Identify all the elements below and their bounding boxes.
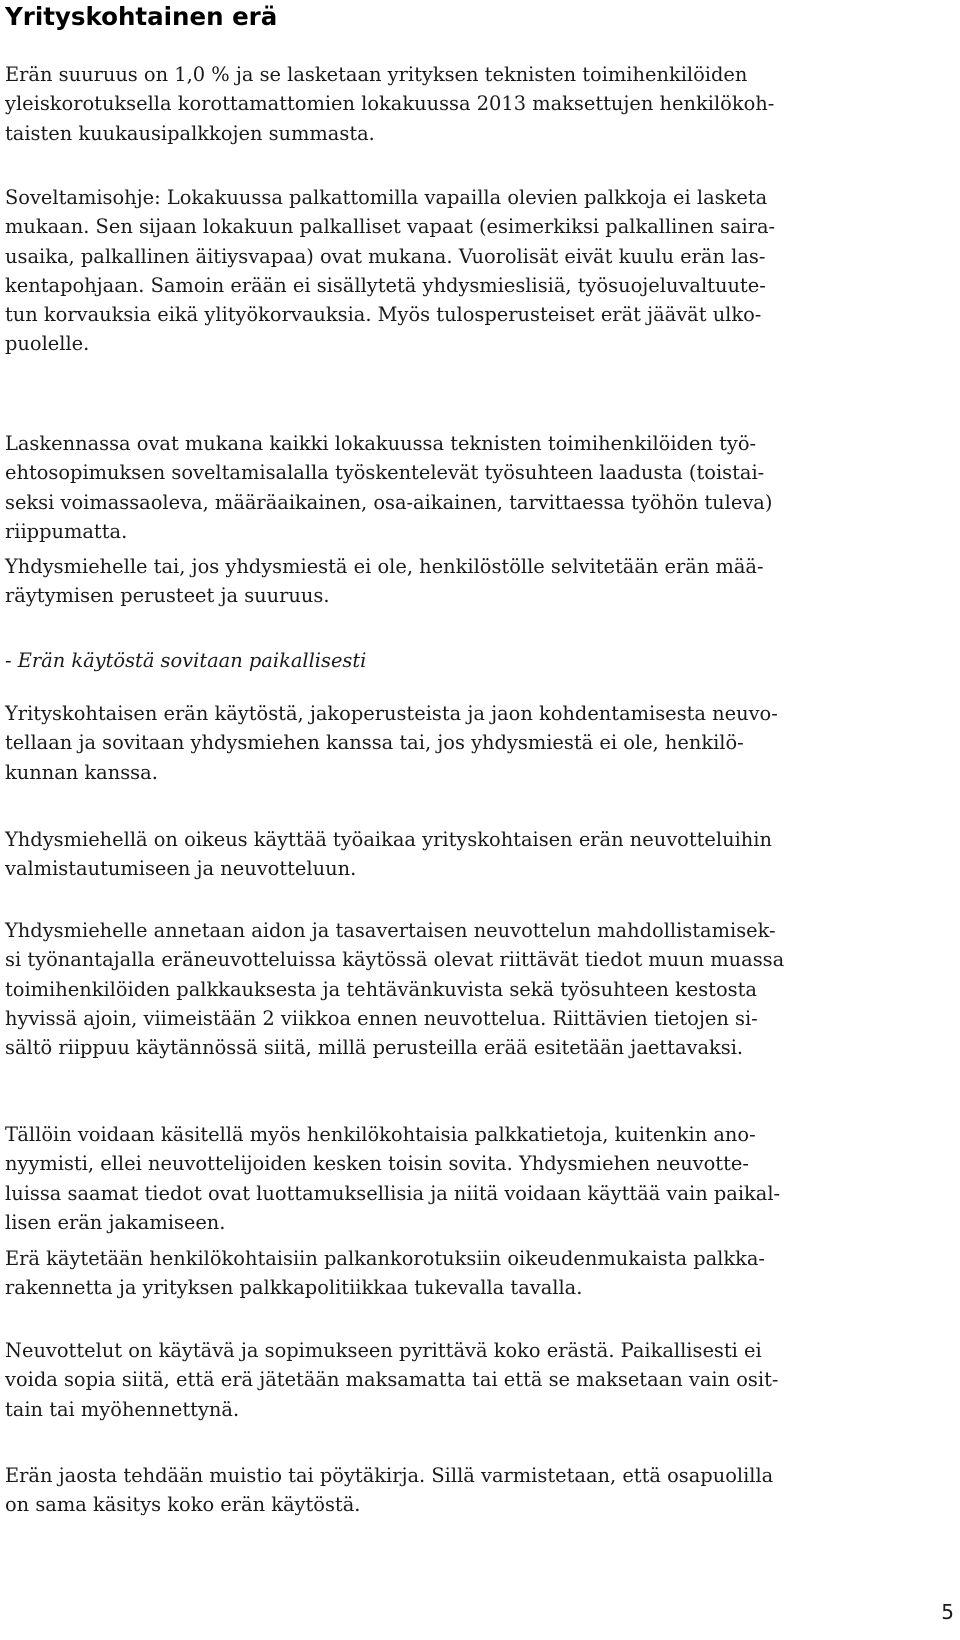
document-page — [5, 0, 957, 1517]
text-line: sältö riippuu käytännössä siitä, millä perusteilla erää esitetään jaettavaksi. — [5, 1036, 744, 1060]
text-line: Tällöin voidaan käsitellä myös henkilökohtaisia palkkatietoja, kuitenkin ano- — [5, 1123, 756, 1146]
paragraph-negotiation — [5, 699, 778, 787]
text-line: tain tai myöhennettynä. — [5, 1397, 240, 1421]
text-line: tun korvauksia eikä ylityökorvauksia. Myös tulosperusteiset erät jäävät ulko- — [5, 303, 762, 327]
text-line: usaika, palkallinen äitiysvapaa) ovat mukana. Vuorolisät eivät kuulu erän las- — [5, 244, 766, 268]
text-line: yleiskorotuksella korottamattomien lokakuussa 2013 maksettujen henkilökoh- — [5, 92, 775, 116]
paragraph-usage — [5, 1244, 765, 1303]
paragraph-disclosure — [5, 552, 764, 611]
paragraph-information — [5, 916, 784, 1062]
section-heading: Yrityskohtainen erä — [5, 2, 278, 31]
text-line: mukaan. Sen sijaan lokakuun palkalliset vapaat (esimerkiksi palkallinen saira- — [5, 215, 776, 239]
text-line: tellaan ja sovitaan yhdysmiehen kanssa tai, jos yhdysmiestä ei ole, henkilö- — [5, 731, 744, 755]
text-line: voida sopia siitä, että erä jätetään maksamatta tai että se maksetaan vain osit- — [5, 1368, 779, 1392]
paragraph-negotiation-obligation — [5, 1336, 778, 1424]
text-line: rakennetta ja yrityksen palkkapolitiikkaa tukevalla tavalla. — [5, 1276, 583, 1300]
text-line: hyvissä ajoin, viimeistään 2 viikkoa ennen neuvottelua. Riittävien tietojen si- — [5, 1006, 758, 1030]
text-line: nyymisti, ellei neuvottelijoiden kesken toisin sovita. Yhdysmiehen neuvotte- — [5, 1152, 749, 1176]
text-line: Erä käytetään henkilökohtaisiin palkankorotuksiin oikeudenmukaista palkka- — [5, 1247, 765, 1270]
paragraph-calculation-scope — [5, 429, 772, 546]
text-line: kunnan kanssa. — [5, 760, 158, 784]
text-line: valmistautumiseen ja neuvotteluun. — [5, 857, 357, 881]
paragraph-confidentiality — [5, 1120, 780, 1237]
paragraph-working-time — [5, 825, 772, 884]
text-line: ehtosopimuksen soveltamisalalla työskentelevät työsuhteen laadusta (toistai- — [5, 461, 765, 485]
paragraph-batch-size — [5, 60, 774, 148]
text-line: kentapohjaan. Samoin erään ei sisällytetä yhdysmieslisiä, työsuojeluvaltuute- — [5, 273, 766, 297]
text-line: Laskennassa ovat mukana kaikki lokakuussa teknisten toimihenkilöiden työ- — [5, 432, 757, 455]
text-line: riippumatta. — [5, 519, 128, 543]
text-line: - Erän käytöstä sovitaan paikallisesti — [5, 649, 367, 672]
text-line: luissa saamat tiedot ovat luottamuksellisia ja niitä voidaan käyttää vain paikal- — [5, 1181, 781, 1205]
text-line: lisen erän jakamiseen. — [5, 1210, 226, 1234]
page-number: 5 — [941, 1600, 954, 1624]
text-line: on sama käsitys koko erän käytöstä. — [5, 1493, 361, 1517]
text-line: Neuvottelut on käytävä ja sopimukseen pyrittävä koko erästä. Paikallisesti ei — [5, 1339, 762, 1362]
text-line: Yhdysmiehelle annetaan aidon ja tasavertaisen neuvottelun mahdollistamisek- — [5, 919, 776, 942]
text-line: puolelle. — [5, 332, 90, 356]
text-line: Soveltamisohje: Lokakuussa palkattomilla vapailla olevien palkkoja ei lasketa — [5, 186, 768, 209]
paragraph-minutes — [5, 1461, 773, 1520]
text-line: räytymisen perusteet ja suuruus. — [5, 584, 330, 608]
text-line: Erän jaosta tehdään muistio tai pöytäkirja. Sillä varmistetaan, että osapuolilla — [5, 1464, 774, 1487]
text-line: seksi voimassaoleva, määräaikainen, osa-aikainen, tarvittaessa työhön tuleva) — [5, 490, 773, 514]
text-line: Yhdysmiehellä on oikeus käyttää työaikaa yrityskohtaisen erän neuvotteluihin — [5, 828, 772, 851]
text-line: si työnantajalla eräneuvotteluissa käytössä olevat riittävät tiedot muun muassa — [5, 948, 785, 972]
paragraph-application-guideline — [5, 183, 775, 359]
subheading-local-agreement — [5, 646, 366, 675]
text-line: Erän suuruus on 1,0 % ja se lasketaan yrityksen teknisten toimihenkilöiden — [5, 63, 748, 86]
text-line: Yrityskohtaisen erän käytöstä, jakoperusteista ja jaon kohdentamisesta neuvo- — [5, 702, 778, 725]
text-line: Yhdysmiehelle tai, jos yhdysmiestä ei ole, henkilöstölle selvitetään erän mää- — [5, 555, 764, 578]
text-line: taisten kuukausipalkkojen summasta. — [5, 121, 375, 145]
text-line: toimihenkilöiden palkkauksesta ja tehtävänkuvista sekä työsuhteen kestosta — [5, 977, 757, 1001]
